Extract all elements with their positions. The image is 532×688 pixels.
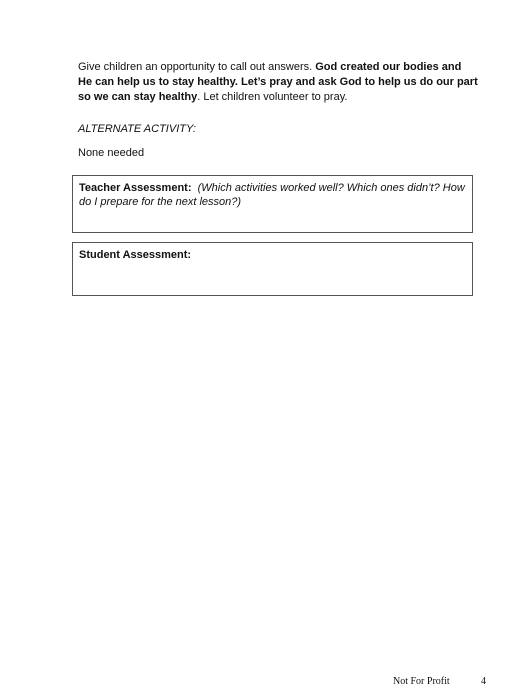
alternate-activity-heading: ALTERNATE ACTIVITY:: [78, 123, 196, 135]
alternate-activity-body: None needed: [78, 147, 145, 159]
teacher-assessment-label: Teacher Assessment:: [79, 182, 192, 194]
page-footer: [0, 676, 532, 688]
intro-paragraph: [78, 60, 478, 105]
teacher-assessment-prompt: (Which activities worked well? Which ones didn’t? How do I prepare for the next lesson?): [79, 182, 465, 208]
student-assessment-label: Student Assessment:: [79, 249, 192, 261]
intro-text: Give children an opportunity to call out answers.: [78, 61, 316, 73]
page-number: 4: [481, 676, 486, 687]
teacher-assessment-box: [72, 175, 473, 233]
footer-text: Not For Profit: [393, 676, 450, 687]
student-assessment-box: [72, 242, 473, 296]
intro-closing-text: . Let children volunteer to pray.: [197, 91, 348, 103]
intro-bold-text: God created our bodies and He can help us to stay healthy. Let’s pray and ask God to help us do our part so we can stay healthy: [78, 61, 478, 103]
